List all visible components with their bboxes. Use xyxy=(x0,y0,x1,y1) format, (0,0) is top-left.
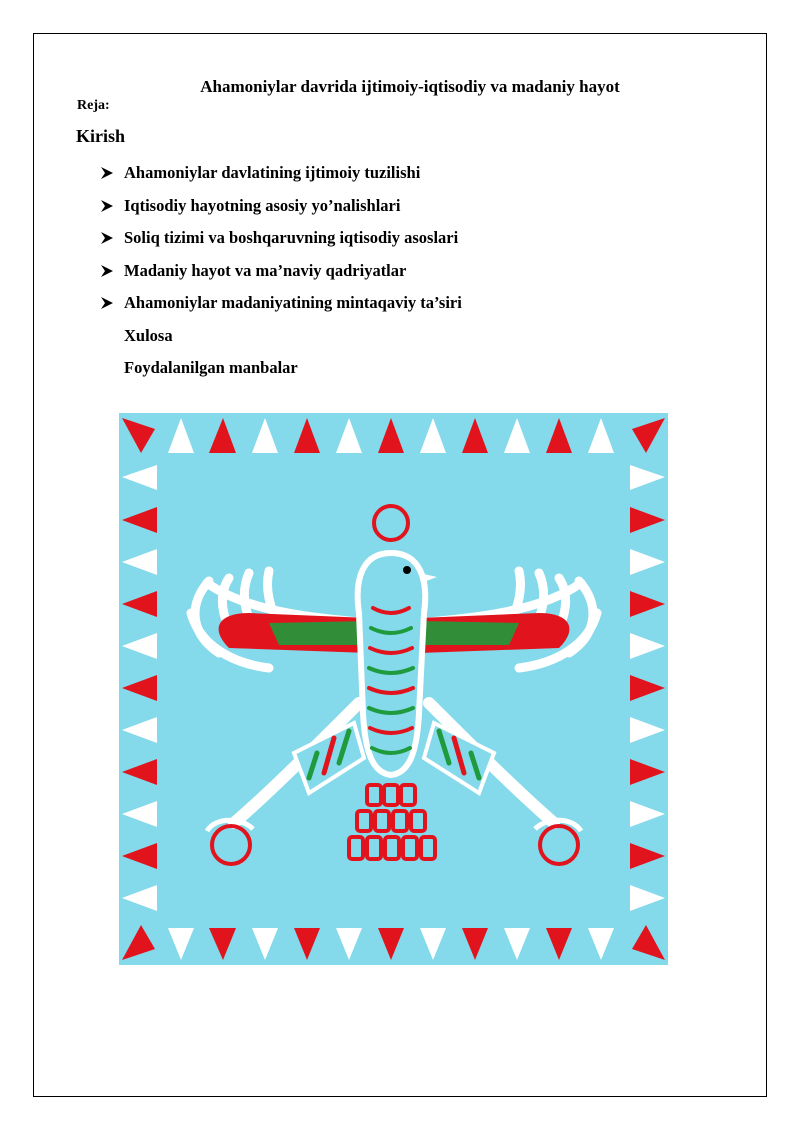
arrowhead-bullet-icon xyxy=(100,166,124,180)
plan-item xyxy=(100,157,462,190)
plan-list xyxy=(100,157,462,385)
plan-item-label: Madaniy hayot va ma’naviy qadriyatlar xyxy=(124,260,407,280)
plan-item-label: Ahamoniylar davlatining ijtimoiy tuzilishi xyxy=(124,163,421,183)
sources-item xyxy=(100,352,462,385)
sources-label: Foydalanilgan manbalar xyxy=(124,358,298,378)
plan-item xyxy=(100,287,462,320)
plan-item xyxy=(100,190,462,223)
intro-heading: Kirish xyxy=(76,126,126,146)
arrowhead-bullet-icon xyxy=(100,296,124,310)
arrowhead-bullet-icon xyxy=(100,231,124,245)
plan-item-label: Ahamoniylar madaniyatining mintaqaviy ta’siri xyxy=(124,293,462,313)
plan-item xyxy=(100,222,462,255)
conclusion-item xyxy=(100,320,462,353)
document-title: Ahamoniylar davrida ijtimoiy-iqtisodiy va madaniy hayot xyxy=(200,77,620,96)
arrowhead-bullet-icon xyxy=(100,264,124,278)
arrowhead-bullet-icon xyxy=(100,199,124,213)
plan-label: Reja: xyxy=(77,98,110,113)
plan-item-label: Soliq tizimi va boshqaruvning iqtisodiy asoslari xyxy=(124,228,459,248)
plan-item-label: Iqtisodiy hayotning asosiy yo’nalishlari xyxy=(124,195,401,215)
plan-item xyxy=(100,255,462,288)
conclusion-label: Xulosa xyxy=(124,325,173,345)
achaemenid-standard-image xyxy=(119,413,668,965)
